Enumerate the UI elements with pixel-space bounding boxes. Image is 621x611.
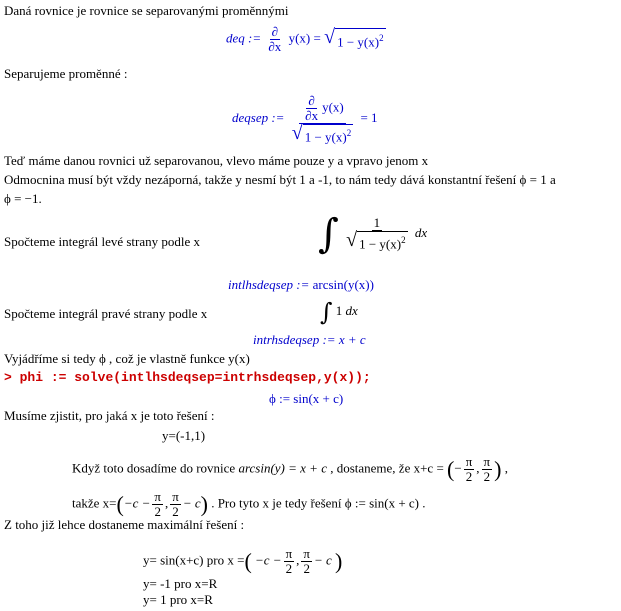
pi-half-fraction-4	[170, 490, 181, 519]
y-of-x-2: y(x)	[322, 99, 344, 115]
line11-part-b: . Pro tyto x je tedy řešení	[211, 495, 342, 511]
two-denominator-2: 2	[483, 469, 491, 484]
close-paren-3: )	[335, 548, 343, 574]
derivative-operator-2	[303, 94, 320, 123]
pi-half-fraction	[464, 455, 475, 484]
equals-sign: =	[313, 30, 321, 46]
deq-name: deq :=	[226, 30, 262, 46]
text-line-10	[72, 455, 508, 484]
two-denominator-5: 2	[285, 561, 293, 576]
close-paren: )	[494, 456, 502, 482]
radicand: 1 − y(x)	[337, 34, 380, 50]
text-line-15: y= 1 pro x=R	[143, 592, 213, 607]
intlhs-result	[228, 277, 374, 293]
integral-rhs	[320, 300, 358, 324]
text-line-2: Separujeme proměnné :	[4, 66, 128, 81]
derivative-operator	[266, 25, 283, 54]
partial-symbol: ∂	[271, 24, 279, 39]
pi-numerator-4: π	[172, 489, 179, 504]
intlhs-name: intlhsdeqsep :=	[228, 277, 310, 292]
minus-sign: −	[454, 460, 462, 476]
neg-c-2: −c −	[255, 552, 282, 568]
equals-one: = 1	[360, 110, 378, 126]
line10-part-c: ,	[504, 460, 508, 476]
neg-c: −c −	[123, 495, 151, 511]
open-paren-3: (	[244, 548, 252, 574]
text-line-6: Spočteme integrál pravé strany podle x	[4, 306, 208, 321]
exponent-2: 2	[346, 128, 352, 138]
two-denominator: 2	[465, 469, 473, 484]
text-line-12: Z toho již lehce dostaneme maximální řešení :	[4, 517, 245, 532]
two-denominator-4: 2	[172, 504, 179, 519]
open-paren-2: (	[116, 491, 124, 517]
arcsin-equation: arcsin(y) = x + c	[238, 460, 327, 476]
phi-solution: ϕ := sin(x + c)	[344, 495, 420, 511]
pi-half-fraction-5	[284, 547, 295, 576]
sqrt-expression: √ $1 - y(x)^2$	[324, 26, 384, 50]
comma-2: ,	[165, 495, 169, 511]
pi-numerator-6: π	[303, 546, 310, 561]
text-line-14: y= -1 pro x=R	[143, 576, 218, 591]
integral-icon-2: ∫	[320, 298, 333, 326]
integrand-numerator: 1	[373, 215, 381, 231]
minus-c: − c	[182, 495, 201, 511]
text-line-1: Daná rovnice je rovnice se separovanými proměnnými	[4, 3, 289, 18]
command-code[interactable]: phi := solve(intlhsdeqsep=intrhsdeqsep,y(x));	[19, 370, 371, 385]
text-line-4a: Odmocnina musí být vždy nezáporná, takže y nesmí být 1 a -1, to nám tedy dává konstantní řešení ϕ = 1 a	[4, 172, 556, 187]
line11-part-c: .	[422, 495, 426, 511]
phi-output: ϕ := sin(x + c)	[269, 391, 344, 406]
open-paren: (	[447, 456, 455, 482]
pi-numerator-5: π	[285, 546, 293, 561]
command-prompt: >	[4, 370, 12, 385]
integrand-denominator: √ $1 - y(x)^2$	[346, 229, 406, 252]
deqsep-name: deqsep :=	[232, 110, 285, 126]
y-of-x: y(x)	[288, 30, 311, 46]
text-line-4b: ϕ = −1.	[4, 191, 42, 206]
integrand-fraction	[344, 216, 409, 251]
comma: ,	[476, 460, 480, 476]
two-denominator-3: 2	[154, 504, 161, 519]
text-line-8: Musíme zjistit, pro jaká x je toto řešení :	[4, 408, 215, 423]
arcsin-expression: arcsin(y(x))	[312, 277, 374, 292]
integral-icon: ∫	[318, 211, 339, 257]
integral-lhs	[318, 211, 428, 257]
partial-symbol-2: ∂	[308, 93, 315, 108]
radicand-3: 1 − y(x)	[359, 236, 402, 252]
text-line-9: y=(-1,1)	[162, 428, 206, 443]
minus-c-2: − c	[314, 552, 332, 568]
pi-half-fraction-2	[482, 455, 493, 484]
pi-half-fraction-3	[152, 490, 163, 519]
deqsep-fraction	[290, 94, 355, 144]
line10-part-b: , dostaneme, že x+c =	[330, 460, 444, 476]
text-line-11	[72, 490, 426, 519]
line11-part-a: takže x=	[72, 495, 117, 511]
exponent: 2	[379, 33, 384, 44]
pi-numerator-2: π	[483, 454, 491, 469]
close-paren-2: )	[200, 491, 208, 517]
partial-dx: ∂x	[268, 39, 282, 54]
line13-part-a: y= sin(x+c) pro x =	[143, 552, 245, 568]
intrhs-result	[253, 332, 366, 348]
text-line-13	[143, 547, 342, 576]
deqsep-numerator	[299, 94, 346, 124]
two-denominator-6: 2	[303, 561, 310, 576]
comma-3: ,	[296, 552, 300, 568]
maple-command[interactable]	[4, 370, 371, 386]
x-plus-c: x + c	[338, 332, 366, 347]
line10-part-a: Když toto dosadíme do rovnice	[72, 460, 236, 476]
deq-equation	[226, 25, 386, 54]
text-line-5: Spočteme integrál levé strany podle x	[4, 234, 201, 249]
pi-half-fraction-6	[301, 547, 312, 576]
pi-numerator-3: π	[154, 489, 161, 504]
integrand-one: 1	[335, 302, 343, 318]
partial-dx-2: ∂x	[305, 108, 319, 123]
dx-tail: dx	[414, 224, 428, 240]
pi-numerator: π	[465, 454, 473, 469]
deqsep-denominator: √ $1 - y(x)^2$	[291, 122, 352, 145]
intrhs-name: intrhsdeqsep :=	[253, 332, 336, 347]
text-line-7: Vyjádříme si tedy ϕ , což je vlastně funkce y(x)	[4, 351, 250, 366]
deqsep-equation	[232, 94, 378, 144]
radicand-2: 1 − y(x)	[304, 129, 347, 145]
text-line-3: Teď máme danou rovnici už separovanou, vlevo máme pouze y a vpravo jenom x	[4, 153, 429, 168]
exponent-3: 2	[401, 235, 406, 246]
dx-tail-2: dx	[345, 302, 358, 318]
